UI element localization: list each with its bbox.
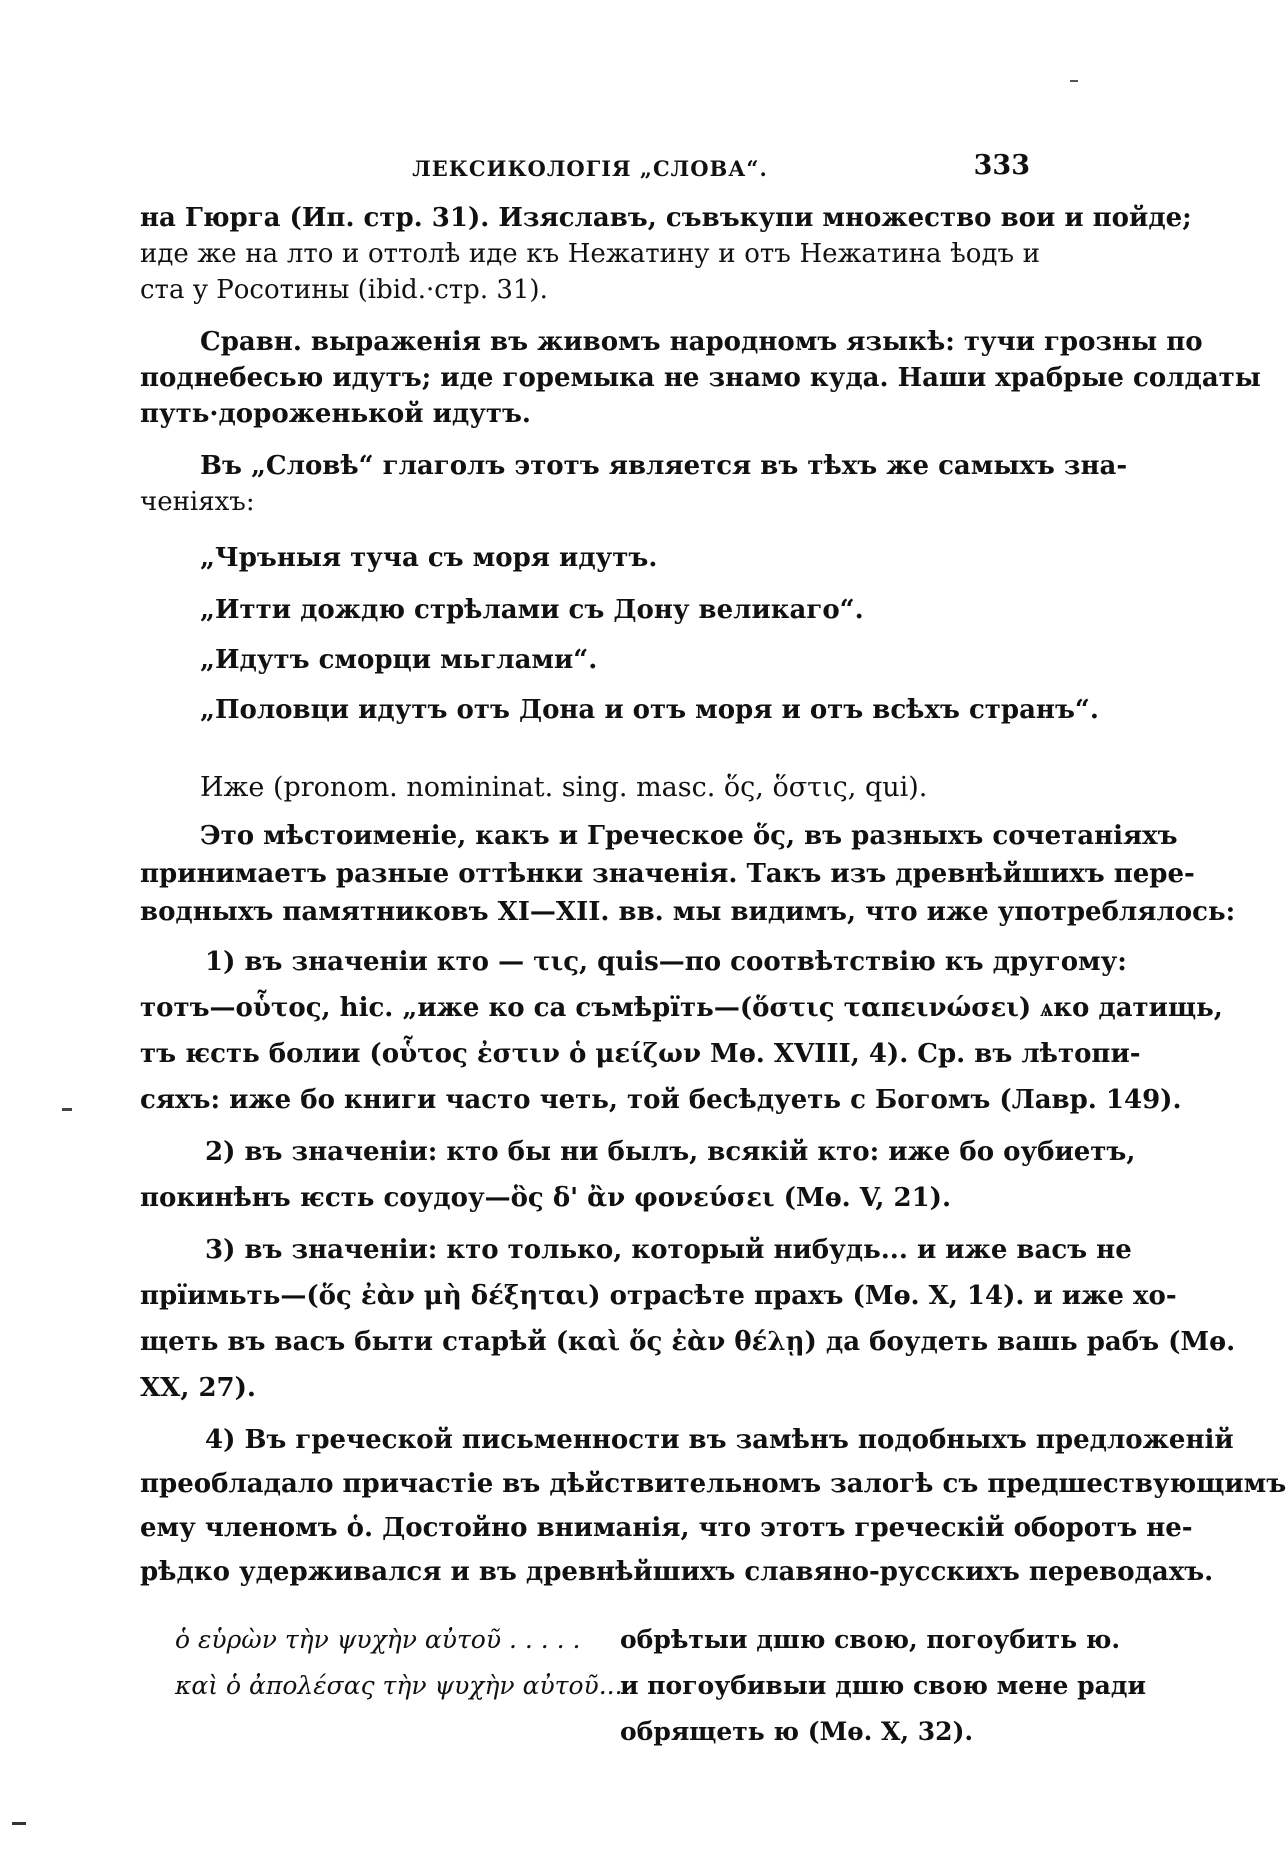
greek-line: καὶ ὁ ἀπολέσας τὴν ψυχὴν αὐτοῦ... bbox=[175, 1671, 623, 1700]
entry-heading: Иже (pronom. nomininat. sing. masc. ὅς, ὅστις, qui). bbox=[200, 772, 928, 803]
scan-mark bbox=[1070, 80, 1078, 82]
quote-line: „Чръныя туча съ моря идутъ. bbox=[200, 543, 658, 573]
text-line: щеть въ васъ быти старѣй (καὶ ὅς ἐὰν θέλῃ) да боудеть вашь рабъ (Мѳ. bbox=[140, 1327, 1236, 1357]
text-line: 2) въ значеніи: кто бы ни былъ, всякій кто: иже бо оубиетъ, bbox=[205, 1137, 1136, 1167]
text-line: ему членомъ ὁ. Достойно вниманія, что этотъ греческій оборотъ не- bbox=[140, 1513, 1193, 1543]
text-line: 1) въ значеніи кто — τις, quis—по соотвѣтствію къ другому: bbox=[205, 947, 1127, 977]
slavonic-line: обрѣтыи дшю свою, погоубить ю. bbox=[620, 1625, 1121, 1654]
text-line: сяхъ: иже бо книги часто четь, той бесѣдуеть с Богомъ (Лавр. 149). bbox=[140, 1085, 1182, 1115]
slavonic-line: и погоубивыи дшю свою мене ради bbox=[620, 1671, 1147, 1700]
quote-line: „Итти дождю стрѣлами съ Дону великаго“. bbox=[200, 595, 864, 625]
text-line: Сравн. выраженія въ живомъ народномъ языкѣ: тучи грозны по bbox=[200, 327, 1203, 357]
running-header bbox=[140, 150, 1040, 186]
text-line: Въ „Словѣ“ глаголъ этотъ является въ тѣхъ же самыхъ зна- bbox=[200, 451, 1128, 481]
running-title: ЛЕКСИКОЛОГІЯ „СЛОВА“. bbox=[412, 156, 768, 181]
page-number: 333 bbox=[973, 150, 1030, 181]
scan-mark bbox=[12, 1822, 26, 1825]
text-line: покинѣнъ ѥсть соудоу—ὃς δ' ἂν φονεύσει (Мѳ. V, 21). bbox=[140, 1183, 952, 1213]
text-line: поднебесью идутъ; иде горемыка не знамо куда. Наши храбрые солдаты bbox=[140, 363, 1261, 393]
text-line: ченіяхъ: bbox=[140, 487, 255, 517]
quote-line: „Половци идутъ отъ Дона и отъ моря и отъ всѣхъ странъ“. bbox=[200, 695, 1099, 725]
text-line: принимаетъ разные оттѣнки значенія. Такъ изъ древнѣйшихъ пере- bbox=[140, 859, 1195, 889]
text-line: 4) Въ греческой письменности въ замѣнъ подобныхъ предложеній bbox=[205, 1425, 1234, 1455]
text-line: прїимьть—(ὅς ἐὰν μὴ δέξηται) отрасѣте прахъ (Мѳ. X, 14). и иже хо- bbox=[140, 1281, 1177, 1311]
text-line: преобладало причастіе въ дѣйствительномъ залогѣ съ предшествующимъ bbox=[140, 1469, 1286, 1499]
text-line: Это мѣстоименіе, какъ и Греческое ὅς, въ разныхъ сочетаніяхъ bbox=[200, 821, 1178, 851]
text-line: XX, 27). bbox=[140, 1373, 256, 1403]
text-line: рѣдко удерживался и въ древнѣйшихъ славяно-русскихъ переводахъ. bbox=[140, 1557, 1214, 1587]
scan-mark bbox=[62, 1108, 72, 1111]
text-line: ста у Росотины (ibid.·стр. 31). bbox=[140, 275, 548, 305]
quote-line: „Идутъ сморци мьглами“. bbox=[200, 645, 598, 675]
text-line: путь·дороженькой идутъ. bbox=[140, 399, 531, 429]
text-line: иде же на лто и оттолѣ иде къ Нежатину и отъ Нежатина ѣодъ и bbox=[140, 239, 1040, 269]
text-line: 3) въ значеніи: кто только, который нибудь... и иже васъ не bbox=[205, 1235, 1132, 1265]
greek-line: ὁ εὑρὼν τὴν ψυχὴν αὐτοῦ . . . . . bbox=[175, 1625, 581, 1654]
text-line: тотъ—οὗτος, hic. „иже ко са съмѣрїть—(ὅστις ταπεινώσει) ѧко датищь, bbox=[140, 993, 1223, 1023]
text-line: на Гюрга (Ип. стр. 31). Изяславъ, съвъкупи множество вои и пойде; bbox=[140, 203, 1192, 233]
text-line: тъ ѥсть болии (οὗτος ἐστιν ὁ μείζων Мѳ. XVIII, 4). Ср. въ лѣтопи- bbox=[140, 1039, 1141, 1069]
text-line: водныхъ памятниковъ XI—XII. вв. мы видимъ, что иже употреблялось: bbox=[140, 897, 1236, 927]
slavonic-line: обрящеть ю (Мѳ. X, 32). bbox=[620, 1717, 974, 1746]
